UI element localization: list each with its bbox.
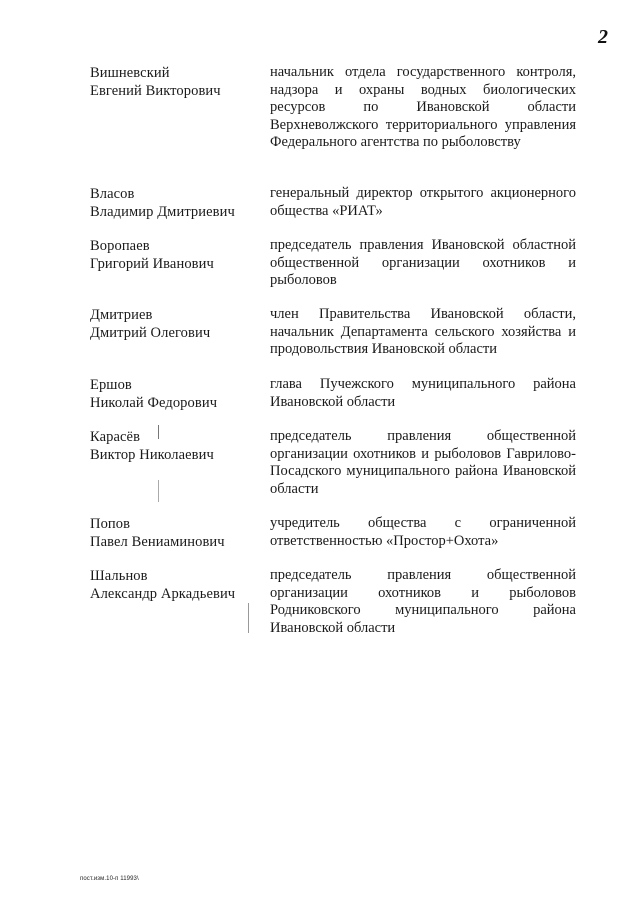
member-given-names: Дмитрий Олегович — [90, 325, 211, 341]
member-name — [90, 64, 260, 100]
footer-document-code: пост.изм.10-п 11993\ — [80, 876, 139, 882]
member-surname: Дмитриев — [90, 307, 153, 323]
member-given-names: Григорий Иванович — [90, 256, 214, 272]
member-name — [90, 185, 260, 221]
member-position: председатель правления общественной организации охотников и рыболовов Гаврилово-Посадского муниципального района Ивановской области — [270, 428, 576, 497]
member-name — [90, 515, 260, 551]
member-name — [90, 237, 260, 273]
member-surname: Воропаев — [90, 238, 150, 254]
member-position: председатель правления общественной организации охотников и рыболовов Родниковского муниципального района Ивановской области — [270, 567, 576, 636]
member-position: учредитель общества с ограниченной ответственностью «Простор+Охота» — [270, 515, 576, 549]
member-surname: Ершов — [90, 377, 132, 393]
member-surname: Вишневский — [90, 65, 170, 81]
scan-artifact — [158, 425, 159, 439]
member-position: генеральный директор открытого акционерного общества «РИАТ» — [270, 185, 576, 219]
member-surname: Шальнов — [90, 568, 148, 584]
member-position: член Правительства Ивановской области, начальник Департамента сельского хозяйства и продовольствия Ивановской области — [270, 306, 576, 357]
member-surname: Попов — [90, 516, 131, 532]
member-name — [90, 376, 260, 412]
member-given-names: Евгений Викторович — [90, 83, 221, 99]
scan-artifact — [158, 480, 159, 502]
member-surname: Карасёв — [90, 429, 141, 445]
scan-artifact — [248, 603, 249, 633]
member-given-names: Владимир Дмитриевич — [90, 204, 235, 220]
member-given-names: Николай Федорович — [90, 395, 218, 411]
member-name — [90, 306, 260, 342]
member-given-names: Павел Вениаминович — [90, 534, 225, 550]
member-position: глава Пучежского муниципального района Ивановской области — [270, 376, 576, 410]
member-given-names: Александр Аркадьевич — [90, 586, 236, 602]
member-name — [90, 428, 260, 464]
member-position: председатель правления Ивановской областной общественной организации охотников и рыболовов — [270, 237, 576, 288]
member-surname: Власов — [90, 186, 135, 202]
member-name — [90, 567, 260, 603]
page-number: 2 — [598, 26, 608, 48]
member-given-names: Виктор Николаевич — [90, 447, 214, 463]
member-position: начальник отдела государственного контроля, надзора и охраны водных биологических ресурсов по Ивановской области Верхневолжского территориального управления Федерального агентства по рыболовству — [270, 64, 576, 150]
